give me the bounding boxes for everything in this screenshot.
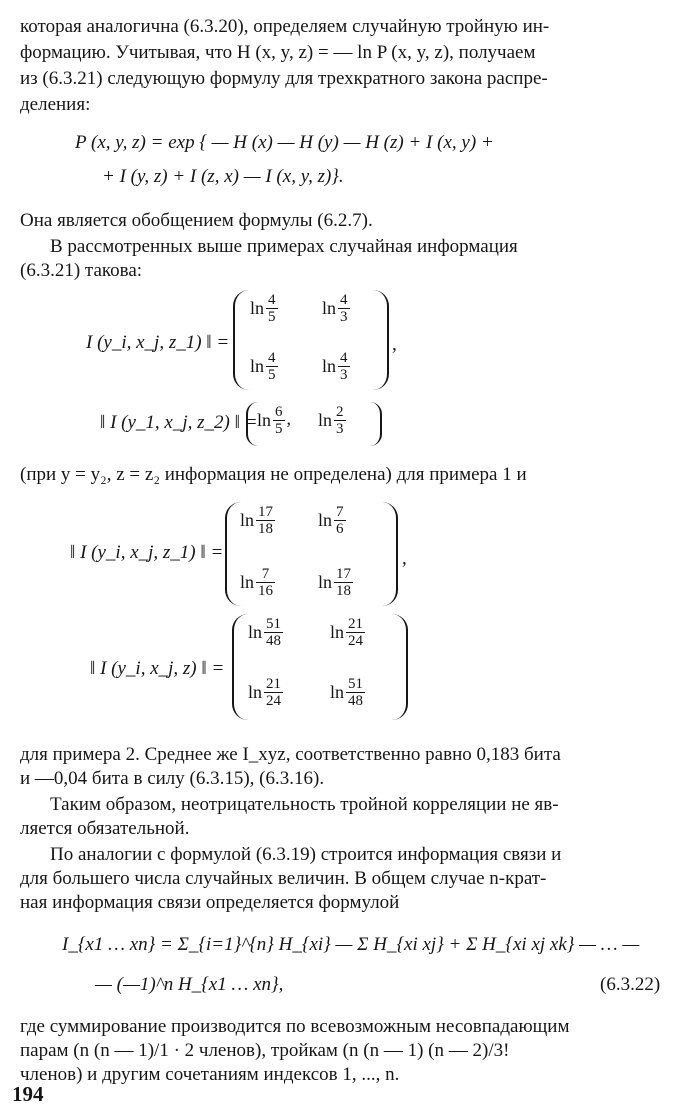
left-bracket (232, 614, 248, 720)
text-line: (6.3.21) такова: (20, 260, 143, 281)
matrix-cell: ln $\frac{51}{48}$ (248, 616, 282, 649)
right-bracket (373, 290, 389, 390)
formula-line: P (x, y, z) = exp { — H (x) — H (y) — H (z) + I (x, y) + (75, 132, 494, 153)
right-bracket (370, 402, 382, 446)
formula-line: — (—1)^n H_{x1 … xn}, (95, 974, 284, 995)
matrix-cell: ln $\frac{21}{24}$ (248, 676, 282, 709)
matrix-label: ‖ I (y_1, x_j, z_2) ‖ = (100, 412, 258, 433)
right-bracket (392, 614, 408, 720)
matrix-cell: ln $\frac{6}{5}$ , (257, 404, 292, 437)
text-line: где суммирование производится по всевозможным несовпадающим (20, 1016, 570, 1037)
matrix-cell: ln $\frac{51}{48}$ (330, 676, 364, 709)
right-bracket (382, 502, 398, 606)
text-line: Она является обобщением формулы (6.2.7). (20, 210, 373, 231)
left-bracket (225, 502, 241, 606)
text-line: ная информация связи определяется формулой (20, 892, 400, 913)
text-line: В рассмотренных выше примерах случайная информация (50, 236, 518, 257)
matrix-cell: ln $\frac{17}{18}$ (240, 504, 274, 537)
matrix-label: ‖ I (y_i, x_j, z) ‖ = (90, 658, 225, 679)
text-line: По аналогии с формулой (6.3.19) строится информация связи и (50, 844, 562, 865)
equation-number: (6.3.22) (600, 974, 661, 995)
matrix-cell: ln $\frac{4}{5}$ (250, 350, 276, 383)
left-bracket (233, 290, 249, 390)
comma: , (392, 334, 397, 355)
text-line: (при y = y₂, z = z₂ информация не определена) для примера 1 и (20, 464, 527, 485)
matrix-cell: ln $\frac{17}{18}$ (318, 566, 352, 599)
text-line: формацию. Учитывая, что H (x, y, z) = — ln P (x, y, z), получаем (20, 42, 536, 63)
matrix-cell: ln $\frac{21}{24}$ (330, 616, 364, 649)
text-line: из (6.3.21) следующую формулу для трехкратного закона распре- (20, 68, 548, 89)
text-line: для большего числа случайных величин. В общем случае n-крат- (20, 868, 547, 889)
page-number: 194 (12, 1082, 44, 1106)
text-line: ляется обязательной. (20, 818, 190, 839)
formula-line: + I (y, z) + I (z, x) — I (x, y, z)}. (102, 166, 344, 187)
text-line: которая аналогична (6.3.20), определяем случайную тройную ин- (20, 16, 550, 37)
matrix-label: ‖ I (y_i, x_j, z_1) ‖ = (70, 542, 224, 563)
matrix-cell: ln $\frac{4}{3}$ (322, 350, 348, 383)
formula-line: I_{x1 … xn} = Σ_{i=1}^{n} H_{xi} — Σ H_{xi xj} + Σ H_{xi xj xk} — … — (62, 934, 640, 955)
matrix-cell: ln $\frac{4}{5}$ (250, 292, 276, 325)
text-line: Таким образом, неотрицательность тройной корреляции не яв- (50, 794, 559, 815)
text-line: деления: (20, 94, 91, 115)
comma: , (402, 548, 407, 569)
matrix-label: I (y_i, x_j, z_1) ‖ = (86, 332, 230, 353)
matrix-cell: ln $\frac{7}{6}$ (318, 504, 344, 537)
text-line: членов) и другим сочетаниям индексов 1, ..., n. (20, 1064, 400, 1085)
text-line: и —0,04 бита в силу (6.3.15), (6.3.16). (20, 768, 325, 789)
text-line: парам (n (n — 1)/1 · 2 членов), тройкам (n (n — 1) (n — 2)/3! (20, 1040, 510, 1061)
text-line: для примера 2. Среднее же I_xyz, соответственно равно 0,183 бита (20, 744, 561, 765)
matrix-cell: ln $\frac{2}{3}$ (318, 404, 344, 437)
matrix-cell: ln $\frac{4}{3}$ (322, 292, 348, 325)
matrix-cell: ln $\frac{7}{16}$ (240, 566, 274, 599)
